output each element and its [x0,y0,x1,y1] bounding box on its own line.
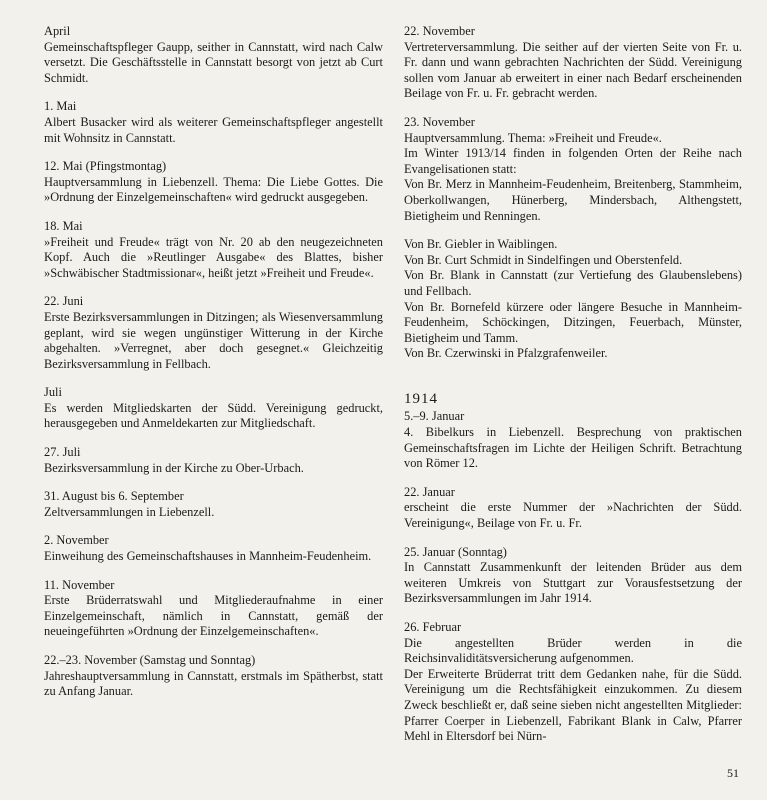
entry-date: 22.–23. November (Samstag und Sonntag) [44,653,256,667]
entry-date: 31. August bis 6. September [44,489,184,504]
entry-text: Hauptversammlung. Thema: »Freiheit und Freude«. Im Winter 1913/14 finden in folgenden Orten der Reihe nach Evangelisationen statt: Von Br. Merz in Mannheim-Feudenheim, Breitenberg, Stammheim, Oberkollwangen, Hünerberg, Mindersbach, Althengstett, Bietigheim und Renningen. [404,130,742,223]
entry-text: Die angestellten Brüder werden in die Reichsinvaliditätsversicherung aufgenommen. Der Erweiterte Brüderrat tritt dem Gedanken nahe, für die Südd. Vereinigung um die Rechtsfähigkeit einzukommen. Zu diesem Zweck beschließt er, daß seine sieben nicht angestellten Mitglieder: Pfarrer Coerper in Liebenzell, Fabrikant Blank in Calw, Pfarrer Mehl in Eltersdorf bei Nürn- [404,635,742,744]
entry-text: Gemeinschaftspfleger Gaupp, seither in Cannstatt, wird nach Calw versetzt. Die Geschäftsstelle in Cannstatt besorgt von jetzt ab Curt Schmidt. [44,39,383,85]
entry-date: 23. November [404,114,475,129]
chronicle-entry [44,219,383,281]
entry-text: Albert Busacker wird als weiterer Gemeinschaftspfleger angestellt mit Wohnsitz in Cannstatt. [44,114,383,145]
chronicle-entry [404,237,742,362]
chronicle-entry [44,159,383,206]
entry-date: 22. November [404,24,475,38]
entry-date: 25. Januar (Sonntag) [404,544,507,559]
chronicle-entry [44,445,383,476]
chronicle-entry [404,409,742,471]
chronicle-entry [404,115,742,224]
entry-text: Erste Bezirksversammlungen in Ditzingen; als Wiesenversammlung geplant, wird sie wegen ungünstiger Witterung in der Kirche abgehalten. »Verregnet, aber doch gesegnet.« Gleichzeitig Bezirksversammlung in Fellbach. [44,309,383,371]
entry-text: Einweihung des Gemeinschaftshauses in Mannheim-Feudenheim. [44,549,372,564]
right-column [404,24,742,758]
chronicle-entry [44,294,383,372]
left-column [44,24,383,713]
right-column-1913-entries [404,24,742,362]
chronicle-entry [404,24,742,102]
entry-text: Zeltversammlungen in Liebenzell. [44,504,215,519]
entry-date: 26. Februar [404,620,462,634]
entry-text: In Cannstatt Zusammenkunft der leitenden Brüder aus dem weiteren Umkreis von Stuttgart zur Vorausfestsetzung der Bezirksversammlungen im Jahr 1914. [404,560,742,606]
chronicle-entry [44,578,383,640]
chronicle-entry [44,99,383,146]
entry-text: Erste Brüderratswahl und Mitgliederaufnahme in einer Einzelgemeinschaft, nämlich in Cannstatt, gemäß der neueingeführten »Ordnung der Einzelgemeinschaften«. [44,593,383,639]
entry-text: Von Br. Giebler in Waiblingen. Von Br. Curt Schmidt in Sindelfingen und Oberstenfeld. Von Br. Blank in Cannstatt (zur Vertiefung des Glaubenslebens) und Fellbach. Von Br. Bornefeld kürzere oder längere Besuche in Mannheim-Feudenheim, Schöckingen, Ditzingen, Feuerbach, Münster, Bietigheim und Tamm. Von Br. Czerwinski in Pfalzgrafenweiler. [404,237,742,361]
entry-text: Vertreterversammlung. Die seither auf der vierten Seite von Fr. u. Fr. dann und wann gebrachten Nachrichten der Südd. Vereinigung sollen vom Januar ab erweitert in einer nach Bedarf erscheinenden Beilage von Fr. u. Fr. gebracht werden. [404,39,742,101]
chronicle-entry [44,489,383,520]
entry-text: 4. Bibelkurs in Liebenzell. Besprechung von praktischen Gemeinschaftsfragen im Lichte der Heiligen Schrift. Betrachtung von Römer 12. [404,425,742,471]
entry-date: 22. Juni [44,294,84,309]
page-number: 51 [727,766,739,780]
entry-date: 2. November [44,533,109,548]
entry-date: 12. Mai (Pfingstmontag) [44,159,167,174]
entry-date: 18. Mai [44,218,83,233]
entry-date: 5.–9. Januar [404,409,465,424]
entry-text: Hauptversammlung in Liebenzell. Thema: Die Liebe Gottes. Die »Ordnung der Einzelgemeinschaften« wird gedruckt ausgegeben. [44,174,383,205]
year-heading: 1914 [404,390,438,407]
entry-date: Juli [44,385,62,400]
entry-date: 1. Mai [44,99,77,114]
chronicle-entry [44,385,383,432]
chronicle-entry [44,533,383,564]
chronicle-entry [44,653,383,700]
entry-text: Es werden Mitgliedskarten der Südd. Vereinigung gedruckt, herausgegeben und Anmeldekarten zur Mitgliedschaft. [44,400,383,431]
entry-date: 27. Juli [44,445,81,460]
entry-text: Jahreshauptversammlung in Cannstatt, erstmals im Spätherbst, statt zu Anfang Januar. [44,668,383,699]
right-column-1914-entries [404,409,742,744]
entry-text: erscheint die erste Nummer der »Nachrichten der Südd. Vereinigung«, Beilage von Fr. u. Fr. [404,500,742,531]
chronicle-entry [44,24,383,86]
entry-date: 22. Januar [404,484,455,499]
chronicle-entry [404,485,742,532]
entry-date: April [44,24,71,38]
entry-text: »Freiheit und Freude« trägt von Nr. 20 ab den neugezeichneten Kopf. Auch die »Reutlinger Ausgabe« des Blattes, bisher »Schwäbischer Stadtmissionar«, heißt jetzt »Freiheit und Freude«. [44,234,383,280]
chronicle-entry [404,545,742,607]
chronicle-entry [404,620,742,745]
entry-date: 11. November [44,577,115,592]
entry-text: Bezirksversammlung in der Kirche zu Ober-Urbach. [44,460,304,475]
